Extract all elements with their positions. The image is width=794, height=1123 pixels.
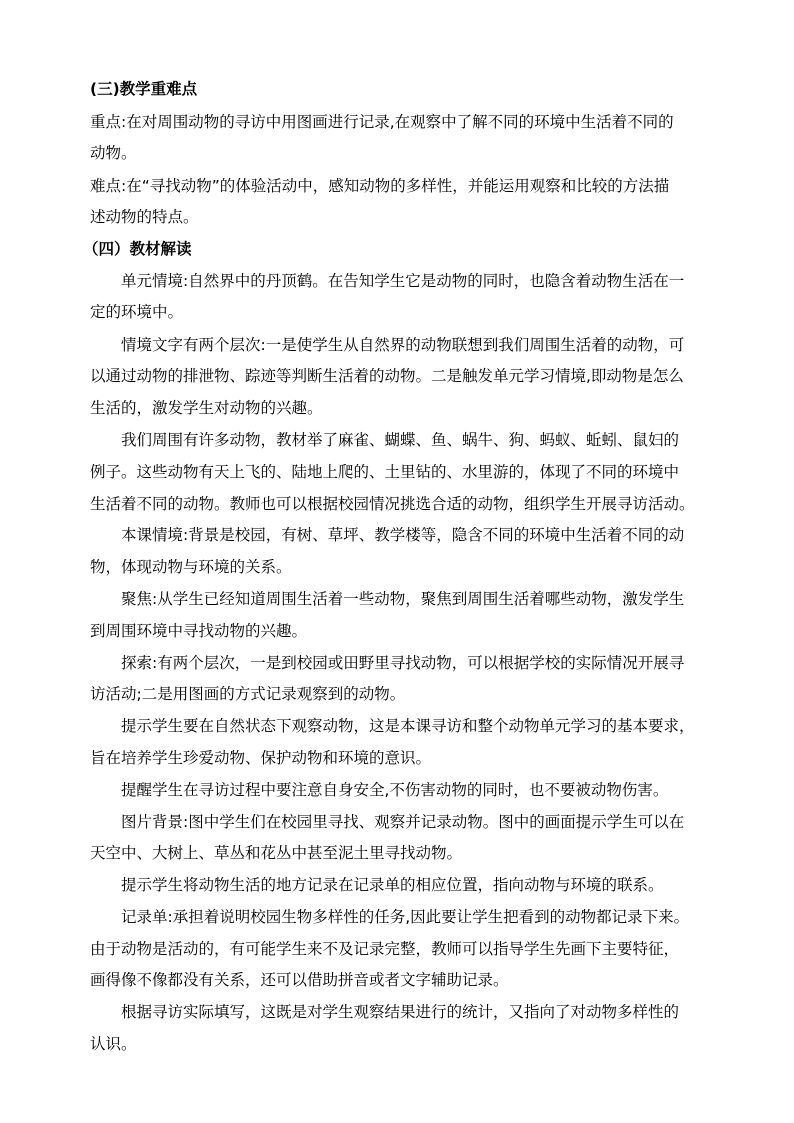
key-point-line-1: 重点:在对周围动物的寻访中用图画进行记录,在观察中了解不同的环境中生活着不同的 — [90, 113, 674, 131]
paragraph-line: 生活的，激发学生对动物的兴趣。 — [90, 399, 323, 417]
paragraph-line: 由于动物是活动的，有可能学生来不及记录完整，教师可以指导学生先画下主要特征， — [90, 940, 680, 958]
paragraph-line: 记录单:承担着说明校园生物多样性的任务,因此要让学生把看到的动物都记录下来。 — [121, 908, 690, 926]
key-point-line-2: 动物。 — [90, 144, 137, 162]
paragraph-line: 认识。 — [90, 1035, 137, 1053]
paragraph-line: 聚焦:从学生已经知道周围生活着一些动物，聚焦到周围生活着哪些动物，激发学生 — [121, 590, 685, 608]
paragraph-line: 单元情境:自然界中的丹顶鹤。在告知学生它是动物的同时，也隐含着动物生活在一 — [121, 272, 685, 290]
paragraph-line: 探索:有两个层次，一是到校园或田野里寻找动物，可以根据学校的实际情况开展寻 — [121, 654, 685, 672]
paragraph-line: 生活着不同的动物。教师也可以根据校园情况挑选合适的动物，组织学生开展寻访活动。 — [90, 495, 695, 513]
paragraph-line: 定的环境中。 — [90, 303, 184, 321]
paragraph-line: 提示学生要在自然状态下观察动物，这是本课寻访和整个动物单元学习的基本要求， — [121, 717, 695, 735]
paragraph-line: 例子。这些动物有天上飞的、陆地上爬的、土里钻的、水里游的，体现了不同的环境中 — [90, 463, 680, 481]
paragraph-line: 以通过动物的排泄物、踪迹等判断生活着的动物。二是触发单元学习情境,即动物是怎么 — [90, 367, 684, 385]
paragraph-line: 画得像不像都没有关系，还可以借助拼音或者文字辅助记录。 — [90, 971, 509, 989]
paragraph-line: 提醒学生在寻访过程中要注意自身安全,不伤害动物的同时，也不要被动物伤害。 — [121, 781, 669, 799]
difficult-point-line-1: 难点:在“寻找动物”的体验活动中，感知动物的多样性，并能运用观察和比较的方法描 — [90, 177, 670, 195]
paragraph-line: 旨在培养学生珍爱动物、保护动物和环境的意识。 — [90, 749, 432, 767]
paragraph-line: 物，体现动物与环境的关系。 — [90, 558, 292, 576]
difficult-point-line-2: 述动物的特点。 — [90, 208, 199, 226]
paragraph-line: 我们周围有许多动物，教材举了麻雀、蝴蝶、鱼、蜗牛、狗、蚂蚁、蚯蚓、鼠妇的 — [121, 431, 680, 449]
paragraph-line: 情境文字有两个层次:一是使学生从自然界的动物联想到我们周围生活着的动物，可 — [121, 336, 685, 354]
paragraph-line: 根据寻访实际填写，这既是对学生观察结果进行的统计，又指向了对动物多样性的 — [121, 1003, 680, 1021]
section-heading-teaching-focus: (三)教学重难点 — [90, 80, 198, 98]
paragraph-line: 本课情境:背景是校园，有树、草坪、教学楼等，隐含不同的环境中生活着不同的动 — [121, 526, 685, 544]
paragraph-line: 访活动;二是用图画的方式记录观察到的动物。 — [90, 685, 406, 703]
paragraph-line: 图片背景:图中学生们在校园里寻找、观察并记录动物。图中的画面提示学生可以在 — [121, 813, 685, 831]
paragraph-line: 天空中、大树上、草丛和花丛中甚至泥土里寻找动物。 — [90, 844, 463, 862]
paragraph-line: 到周围环境中寻找动物的兴趣。 — [90, 622, 308, 640]
section-heading-textbook-analysis: （四）教材解读 — [83, 240, 192, 258]
paragraph-line: 提示学生将动物生活的地方记录在记录单的相应位置，指向动物与环境的联系。 — [121, 876, 664, 894]
